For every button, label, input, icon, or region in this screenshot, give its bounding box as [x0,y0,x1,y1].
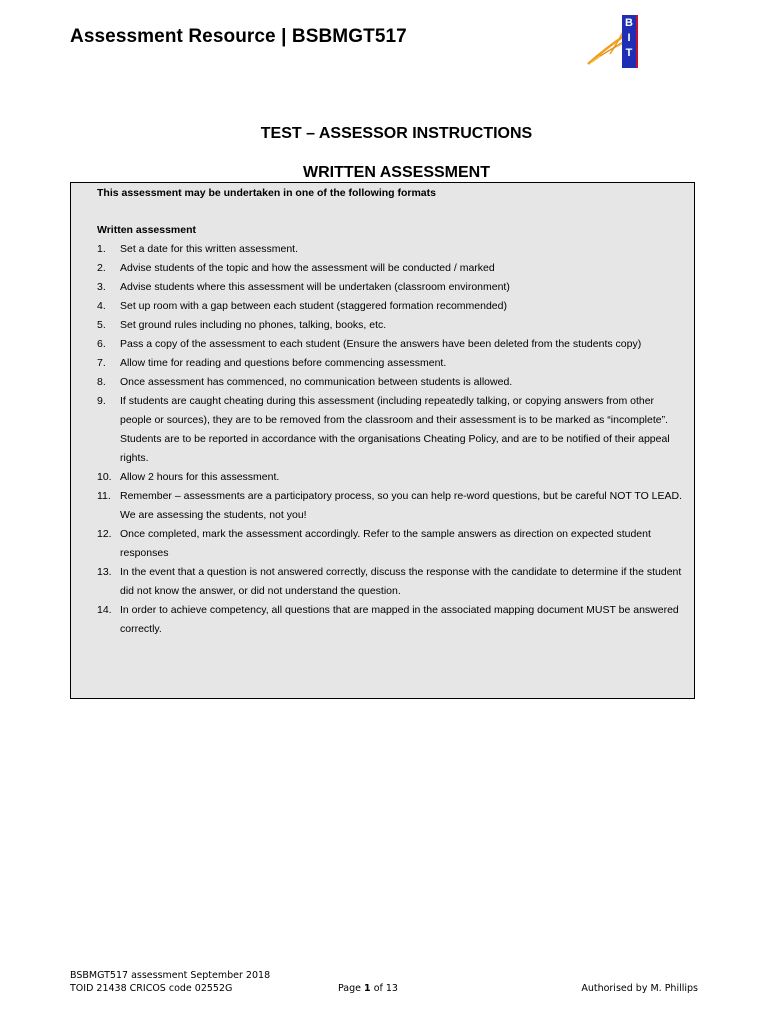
instruction-item [71,335,696,354]
instruction-text: Remember – assessments are a participatory process, so you can help re-word questions, but be careful NOT TO LEAD. We are assessing the students, not you! [120,490,683,521]
instruction-text: Once assessment has commenced, no communication between students is allowed. [120,376,513,388]
instruction-number: 5. [97,319,106,331]
page-footer [70,969,698,995]
authorised-by: Authorised by M. Phillips [581,983,698,994]
logo-letter-b: B [625,17,633,29]
instruction-number: 2. [97,262,106,274]
instruction-text: In the event that a question is not answered correctly, discuss the response with the candidate to determine if the student did not know the answer, or did not understand the question. [120,566,682,597]
instruction-text: Advise students of the topic and how the assessment will be conducted / marked [120,262,495,274]
instruction-text: Set up room with a gap between each student (staggered formation recommended) [120,300,507,312]
bit-logo-graphic [586,12,656,68]
bit-logo [586,12,656,68]
instruction-item [71,354,696,373]
instruction-text: Set ground rules including no phones, talking, books, etc. [120,319,387,331]
instructions-list [71,240,696,639]
instruction-item [71,278,696,297]
instruction-item [71,601,696,639]
instruction-item [71,259,696,278]
logo-letter-t: T [625,47,633,59]
instruction-text: Allow 2 hours for this assessment. [120,471,280,483]
instruction-text: Allow time for reading and questions before commencing assessment. [120,357,447,369]
test-title: TEST – ASSESSOR INSTRUCTIONS [260,125,533,142]
instructions-box [70,182,695,699]
box-intro: This assessment may be undertaken in one of the following formats [97,187,436,199]
instruction-item [71,563,696,601]
instruction-item [71,373,696,392]
page-current: 1 [364,983,371,994]
instruction-number: 4. [97,300,106,312]
instruction-number: 11. [97,490,111,502]
page-total: 13 [385,983,398,994]
instruction-number: 6. [97,338,106,350]
instruction-item [71,487,696,525]
instruction-number: 13. [97,566,112,578]
instruction-text: Set a date for this written assessment. [120,243,298,255]
instruction-item [71,525,696,563]
instruction-text: Advise students where this assessment will be undertaken (classroom environment) [120,281,510,293]
written-assessment-subheading: Written assessment [97,224,197,236]
instruction-item [71,468,696,487]
instruction-item [71,392,696,468]
instruction-number: 7. [97,357,106,369]
instruction-number: 1. [97,243,106,255]
instruction-number: 9. [97,395,106,407]
instruction-text: Pass a copy of the assessment to each student (Ensure the answers have been deleted from the students copy) [120,338,642,350]
document-header-title: Assessment Resource | BSBMGT517 [70,26,407,47]
page-label: Page [338,983,361,994]
instruction-text: Once completed, mark the assessment accordingly. Refer to the sample answers as direction on expected student responses [120,528,651,559]
instruction-number: 10. [97,471,112,483]
instruction-item [71,316,696,335]
footer-assessment-line: BSBMGT517 assessment September 2018 [70,970,271,981]
instruction-item [71,297,696,316]
instruction-number: 12. [97,528,112,540]
page-number [338,982,398,995]
instruction-number: 14. [97,604,112,616]
page-of: of [373,983,383,994]
instruction-text: In order to achieve competency, all questions that are mapped in the associated mapping document MUST be answered correctly. [120,604,679,635]
instruction-item [71,240,696,259]
instruction-number: 3. [97,281,106,293]
footer-toid-line: TOID 21438 CRICOS code 02552G [70,983,233,994]
written-assessment-title: WRITTEN ASSESSMENT [303,164,490,181]
instruction-number: 8. [97,376,106,388]
logo-letter-i: I [627,32,631,44]
instruction-text: If students are caught cheating during this assessment (including repeatedly talking, or copying answers from other people or sources), they are to be removed from the classroom and their assessment is to be marked as “incomplete”. Students are to be reported in accordance with the organisations Cheating Policy, and are to be notified of their appeal rights. [120,395,670,464]
